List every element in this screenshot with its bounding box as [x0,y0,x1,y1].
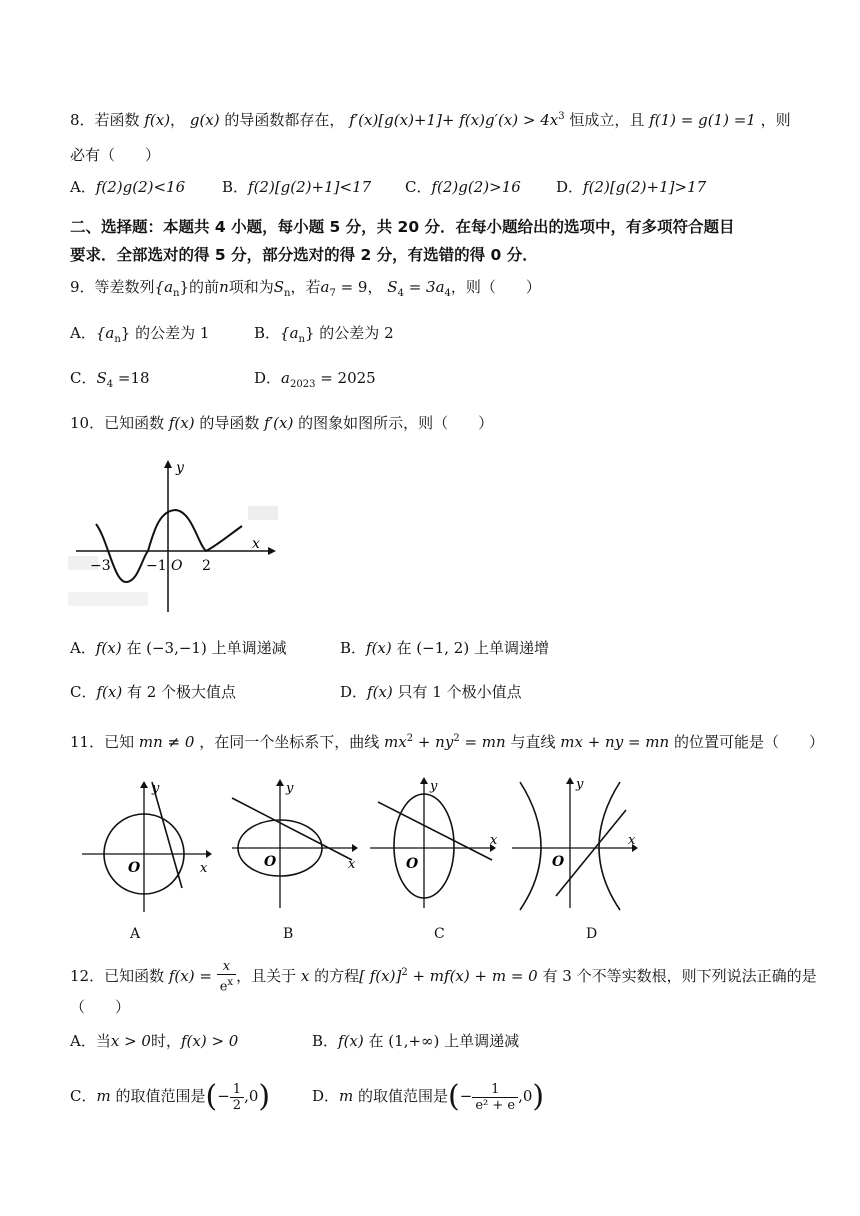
q9-a-sub: n [114,334,121,345]
q11-line: mx + ny = mn [560,733,670,751]
q8-option-a [70,176,185,198]
q12-c-mid: 的取值范围是 [110,1087,206,1105]
q12-option-c: C．m 的取值范围是(− $\frac{1}{2}$ ,0) [70,1079,271,1114]
q12-d-den: e² + e [475,1097,516,1113]
q10-mid: 的导函数 [199,414,260,432]
q11-curve2-sup: 2 [453,733,460,744]
q9-s: S [273,278,285,296]
q10-option-c [70,681,236,703]
q8-a-label: A． [70,178,96,196]
q12-eq: [ f(x)] [359,967,402,985]
y-axis-arrow [164,460,172,468]
q8-sep: ， [170,111,186,129]
q12-x: x [300,967,310,985]
q10-fp: f′(x) [264,414,294,432]
q10-option-a [70,637,287,659]
q8-prefix: 8．若函数 [70,111,140,129]
fig-a-y-label: y [152,781,160,796]
fig-d-y-label: y [576,777,584,792]
q12-prefix: 12．已知函数 [70,967,165,985]
q9-option-c [70,367,150,396]
fig-d-line [556,810,626,896]
q8-cond: 恒成立，且 [569,111,645,129]
fig-a-y-arrow [140,781,148,788]
q8-stem [70,106,791,131]
q12-mid: ，且关于 [236,967,297,985]
q12-c-fraction [230,1082,244,1113]
q12-num: x [222,959,231,975]
q12-d-lparen: ( [448,1079,460,1114]
q11-curve: mx [384,733,407,751]
q12-f: f(x) = [168,967,212,985]
q12-a-mid: 时， [150,1032,181,1050]
q9-tail: ，则（ ） [450,278,541,296]
q9-a7-sub: 7 [329,288,336,299]
q8-d-text: f(2)[g(2)+1]>17 [583,178,707,196]
figure-a [78,778,218,918]
q8-tail: ，则 [760,111,791,129]
figure-b [228,774,368,914]
q9-a7-val: = 9 [335,278,368,296]
q11-curve-sup: 2 [406,733,414,744]
fig-c-y-label: y [430,779,438,794]
q9-seq: {a [154,278,174,296]
q9-s4-eq-sub: 4 [444,288,451,299]
q11-curve2: + ny [413,733,454,751]
q11-mid: ，在同一个坐标系下，曲线 [199,733,380,751]
q10-c-label: C． [70,683,97,701]
fig-c-origin: O [406,856,419,872]
fig-a-line [152,782,182,888]
q8-b-text: f(2)[g(2)+1]<17 [248,178,372,196]
q8-c-text: f(2)g(2)>16 [431,178,521,196]
q9-s4-eq: = 3a [403,278,445,296]
q9-s-sub: n [284,288,291,299]
q10-option-b [340,637,549,659]
q10-prefix: 10．已知函数 [70,414,165,432]
q12-c-m: m [96,1087,111,1105]
q10-d-f: f(x) [367,683,393,701]
q8-inequality: f′(x)[g(x)+1]+ f(x)g′(x) > 4x [349,111,559,129]
q9-d-text: a [281,369,290,387]
q12-mid2: 的方程 [314,967,360,985]
q10-a-f: f(x) [95,639,122,657]
q12-a-pre: 当 [95,1032,111,1050]
q12-line2: （ ） [70,998,131,1016]
graph-tick-m3: −3 [90,558,111,574]
q9-sep: ， [367,278,383,296]
fig-c-y-arrow [420,777,428,784]
derivative-curve [96,510,242,582]
q8-cond2: f(1) = g(1) =1 [649,111,756,129]
q9-c-tail: =18 [113,369,150,387]
q9-option-d [254,367,376,396]
q12-d-m: m [339,1087,354,1105]
q12-b-label: B． [312,1032,339,1050]
scan-noise [248,506,278,520]
q12-c-lparen: ( [205,1079,218,1114]
q10-f: f(x) [168,414,195,432]
q8-exp: 3 [558,111,565,122]
q9-seq-sub: n [173,288,180,299]
q12-d-fraction [472,1082,518,1113]
scan-noise [68,592,148,606]
graph-y-label: y [176,460,184,476]
figure-c [366,774,506,914]
q9-d-sub: 2023 [289,379,316,390]
q11-prefix: 11．已知 [70,733,135,751]
q12-fraction [217,959,236,994]
q12-eq2: + mf(x) + m = 0 [407,967,538,985]
q8-option-b [222,176,371,198]
q10-c-text: 有 2 个极大值点 [122,683,237,701]
q10-a-label: A． [70,639,96,657]
x-axis-arrow [268,547,276,555]
fig-b-y-label: y [286,781,294,796]
q12-c-rparen: ) [258,1079,271,1114]
q9-prefix: 9．等差数列 [70,278,155,296]
q9-a-text: {a [95,324,115,342]
q12-b-tail: 上单调递减 [439,1032,520,1050]
q12-d-rparen: ) [532,1079,545,1114]
q12-option-d: D．m 的取值范围是(− $\frac{1}{\text{e² + e}}$ ,0) [312,1079,545,1114]
q10-d-label: D． [340,683,368,701]
q10-d-text: 只有 1 个极小值点 [392,683,522,701]
figure-label-d: D [586,926,598,942]
q12-tail: 有 3 个不等实数根，则下列说法正确的是 [542,967,817,985]
section2-line2: 要求．全部选对的得 5 分，部分选对的得 2 分，有选错的得 0 分． [70,246,538,264]
figure-d [508,774,648,914]
q12-stem [70,958,817,995]
q12-d-tail: ,0 [518,1087,533,1105]
fig-c-x-label: x [490,833,498,848]
q9-mid: 的前 [189,278,220,296]
q9-c-sub: 4 [106,379,114,390]
q10-c-f: f(x) [96,683,123,701]
q9-stem [70,276,541,305]
fig-d-hyperbola-left [520,782,541,910]
q9-b-tail: } 的公差为 2 [304,324,394,342]
fig-d-hyperbola-right [599,782,620,910]
figure-label-c: C [434,926,445,942]
q12-d-num: 1 [472,1082,518,1098]
figure-label-b: B [283,926,294,942]
q9-s4-sub: 4 [397,288,404,299]
q8-a-text: f(2)g(2)<16 [95,178,186,196]
q12-eq-sup: 2 [401,967,408,978]
graph-tick-2: 2 [202,558,211,574]
q10-a-text: 在 (−3,−1) 上单调递减 [121,639,287,657]
q10-b-f: f(x) [366,639,392,657]
q11-curve3: = mn [459,733,506,751]
q8-option-d [556,176,706,198]
q10-stem [70,412,493,434]
q12-c-label: C． [70,1087,97,1105]
q8-d-label: D． [556,178,584,196]
q9-c-text: S [96,369,107,387]
fig-d-y-arrow [566,777,574,784]
q11-stem [70,728,824,753]
q12-a-res: f(x) > 0 [180,1032,239,1050]
q12-option-a [70,1030,238,1052]
q8-mid: 的导函数都存在， [224,111,345,129]
q9-d-tail: = 2025 [315,369,376,387]
q12-option-b [312,1030,519,1052]
q12-c-tail: ,0 [244,1087,259,1105]
q9-b-label: B． [254,324,281,342]
q9-c-label: C． [70,369,97,387]
q10-tail: 的图象如图所示，则（ ） [298,414,494,432]
q9-a7: a [320,278,330,296]
fig-b-x-label: x [348,857,356,872]
fig-b-y-arrow [276,779,284,786]
q9-option-a [70,322,209,351]
fig-a-x-label: x [200,861,208,876]
q9-n: n [219,278,229,296]
graph-x-label: x [252,536,260,552]
q9-s4: S [387,278,398,296]
q8-b-label: B． [222,178,249,196]
fig-a-x-arrow [206,850,212,858]
q12-d-mid: 的取值范围是 [353,1087,449,1105]
q12-b-range: (1,+∞) [388,1032,440,1050]
q12-b-f: f(x) [338,1032,364,1050]
q9-mid3: ，若 [290,278,321,296]
q11-tail: 的位置可能是（ ） [673,733,824,751]
derivative-graph [68,456,288,616]
q9-mid2: 项和为 [228,278,274,296]
q12-a-label: A． [70,1032,96,1050]
q12-c-den: 2 [232,1097,242,1113]
figure-label-a: A [130,926,141,942]
q9-a-tail: } 的公差为 1 [120,324,210,342]
fig-d-origin: O [552,854,565,870]
fig-a-origin: O [128,860,141,876]
q10-option-d [340,681,522,703]
q10-b-label: B． [340,639,367,657]
q8-c-label: C． [405,178,432,196]
q11-mid2: 与直线 [510,733,556,751]
q9-seq-close: } [179,278,190,296]
graph-tick-m1: −1 [146,558,167,574]
q9-a-label: A． [70,324,96,342]
q9-d-label: D． [254,369,282,387]
q12-den: e [219,979,228,995]
q9-b-sub: n [298,334,305,345]
q8-g: g(x) [189,111,220,129]
q12-b-mid: 在 [363,1032,389,1050]
fig-b-x-arrow [352,844,358,852]
q9-b-text: {a [280,324,299,342]
graph-origin: O [171,558,183,574]
section2-line1: 二、选择题：本题共 4 小题，每小题 5 分，共 20 分．在每小题给出的选项中，有多项符合题目 [70,218,735,236]
q12-c-num: 1 [230,1082,244,1098]
q11-cond: mn ≠ 0 [138,733,195,751]
q12-d-label: D． [312,1087,340,1105]
q8-line2: 必有（ ） [70,146,161,164]
q8-option-c [405,176,521,198]
q12-a-cond: x > 0 [110,1032,151,1050]
q9-option-b [254,322,394,351]
q8-f: f(x) [144,111,171,129]
fig-b-origin: O [264,854,277,870]
q10-b-text: 在 (−1, 2) 上单调递增 [391,639,549,657]
fig-d-x-label: x [628,833,636,848]
q12-den-sup: x [227,977,234,989]
